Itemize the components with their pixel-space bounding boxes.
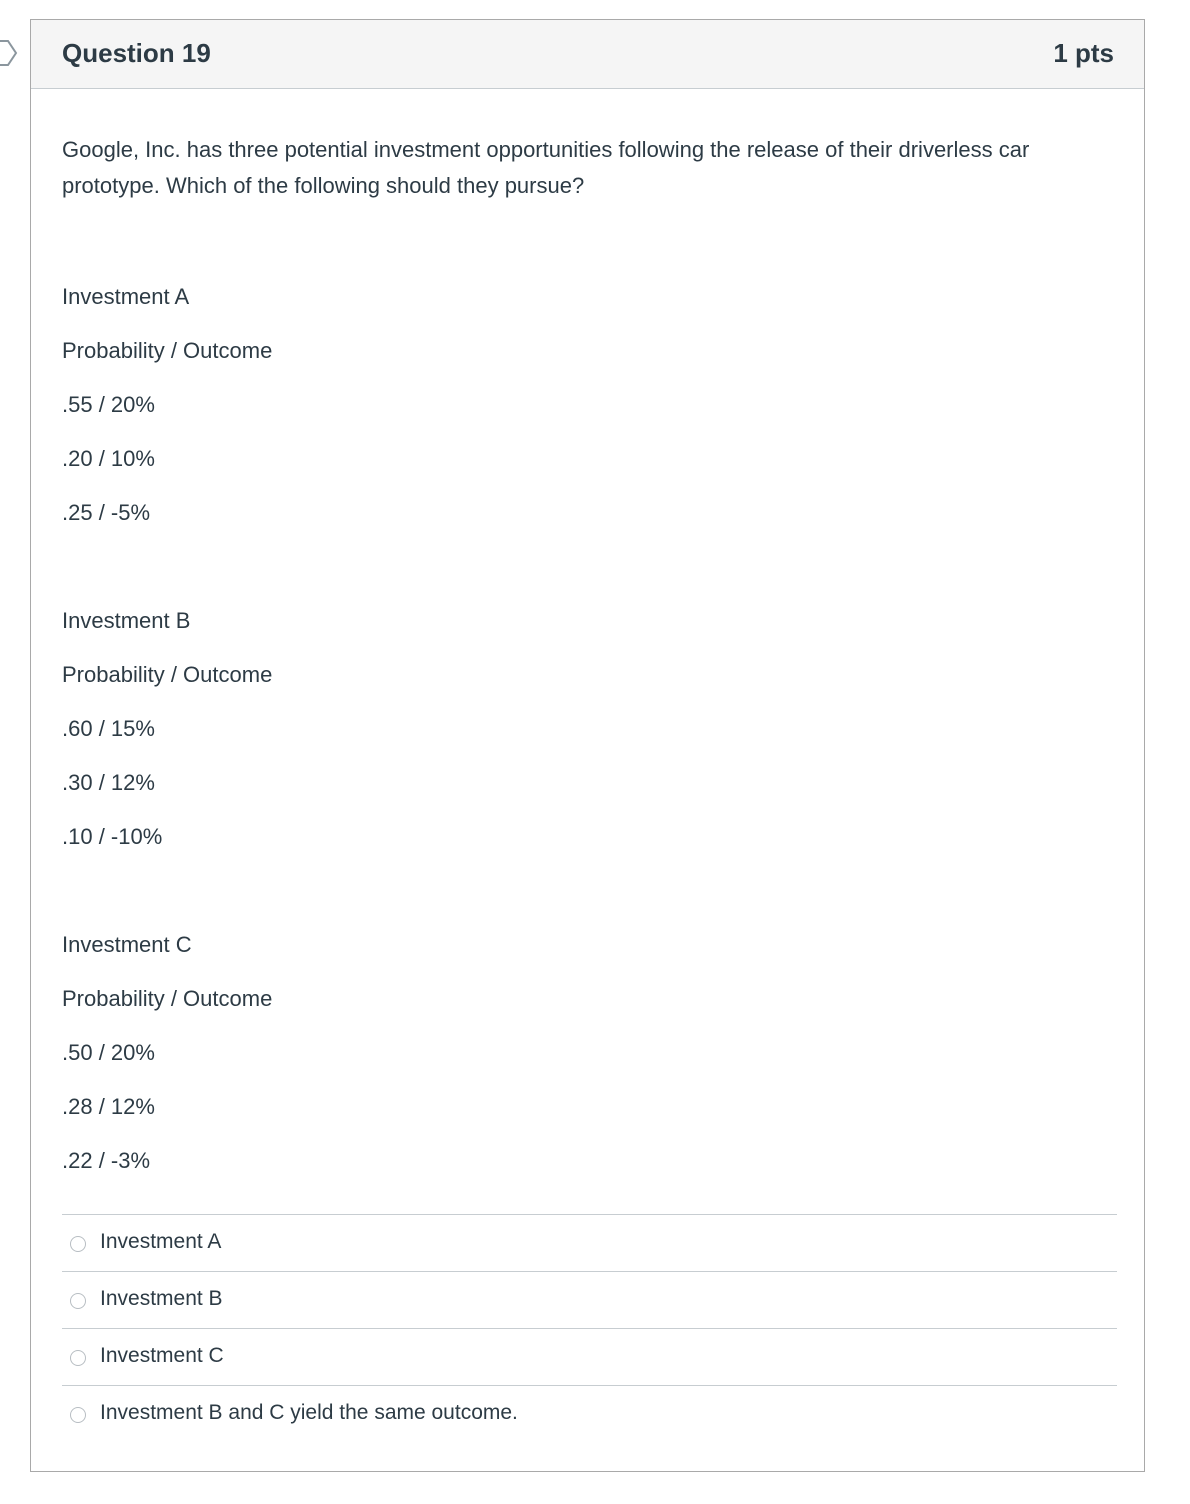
investment-header: Probability / Outcome xyxy=(62,338,273,363)
radio-button[interactable] xyxy=(70,1407,86,1423)
investment-header: Probability / Outcome xyxy=(62,986,273,1011)
investment-row: .25 / -5% xyxy=(62,500,151,525)
question-card xyxy=(30,19,1145,1472)
investment-name: Investment C xyxy=(62,932,192,957)
question-title: Question 19 xyxy=(62,38,211,68)
investment-row: .55 / 20% xyxy=(62,392,155,417)
answer-list xyxy=(62,1214,1117,1443)
radio-button[interactable] xyxy=(70,1293,86,1309)
investment-header: Probability / Outcome xyxy=(62,662,273,687)
answer-label[interactable]: Investment A xyxy=(100,1230,222,1253)
answer-label[interactable]: Investment B xyxy=(100,1287,223,1310)
answer-option-c[interactable] xyxy=(62,1328,1117,1385)
answer-option-a[interactable] xyxy=(62,1214,1117,1271)
investment-row: .22 / -3% xyxy=(62,1148,151,1173)
question-header xyxy=(31,20,1144,89)
flag-question-icon[interactable] xyxy=(0,40,18,66)
radio-button[interactable] xyxy=(70,1236,86,1252)
investment-row: .60 / 15% xyxy=(62,716,155,741)
investment-name: Investment B xyxy=(62,608,191,633)
answer-option-b[interactable] xyxy=(62,1271,1117,1328)
radio-button[interactable] xyxy=(70,1350,86,1366)
investment-row: .30 / 12% xyxy=(62,770,155,795)
investment-row: .28 / 12% xyxy=(62,1094,155,1119)
investment-row: .10 / -10% xyxy=(62,824,163,849)
answer-option-d[interactable] xyxy=(62,1385,1117,1443)
question-text xyxy=(62,132,1117,204)
question-points: 1 pts xyxy=(1053,38,1114,68)
question-prompt: Google, Inc. has three potential investment opportunities following the release of their driverless car prototype. Which of the following should they pursue? xyxy=(62,137,1030,198)
investment-name: Investment A xyxy=(62,284,190,309)
investment-row: .50 / 20% xyxy=(62,1040,155,1065)
answer-label[interactable]: Investment C xyxy=(100,1344,224,1367)
investment-row: .20 / 10% xyxy=(62,446,155,471)
answer-label[interactable]: Investment B and C yield the same outcome. xyxy=(100,1401,518,1424)
